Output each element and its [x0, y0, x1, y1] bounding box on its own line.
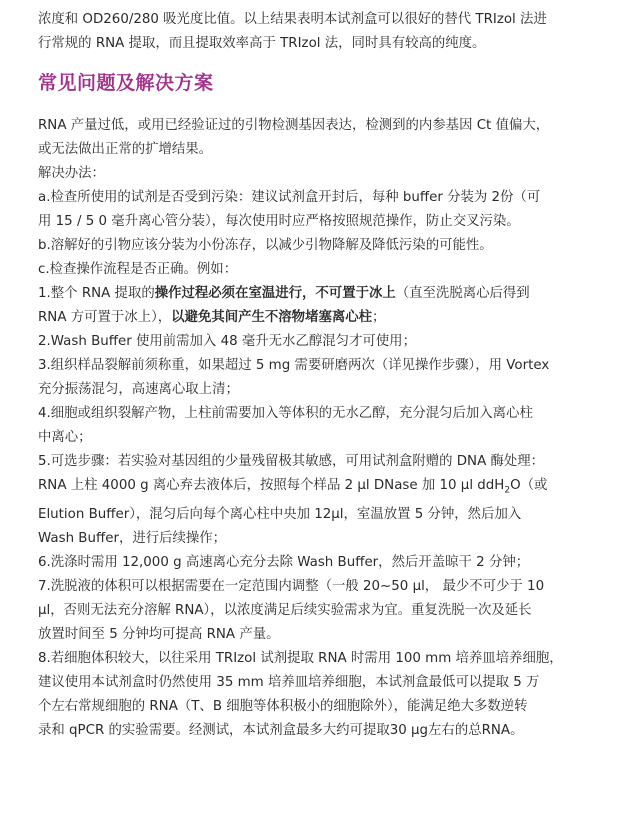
step-4: 4.细胞或组织裂解产物，上柱前需要加入等体积的无水乙醇，充分混匀后加入离心柱: [38, 406, 533, 421]
step-5-cont: Wash Buffer，进行后续操作；: [38, 530, 227, 546]
step-5-text: O（或: [510, 478, 548, 493]
solutions-label: 解决办法：: [38, 166, 105, 181]
intro-line: 行常规的 RNA 提取，而且提取效率高于 TRIzol 法，同时具有较高的纯度。: [38, 36, 486, 51]
section-heading: 常见问题及解决方案: [38, 72, 214, 94]
step-7-cont: 放置时间至 5 分钟均可提高 RNA 产量。: [38, 626, 280, 642]
step-2: 2.Wash Buffer 使用前需加入 48 毫升无水乙醇混匀才可使用；: [38, 334, 416, 349]
step-1-cont: [38, 306, 610, 330]
step-8-cont: 录和 qPCR 的实验需要。经测试，本试剂盒最多大约可提取30 µg左右的总RNA。: [38, 722, 524, 738]
problem-line: 或无法做出正常的扩增结果。: [38, 142, 213, 157]
solution-a-line: 用 15 / 5 0 毫升离心管分装），每次使用时应严格按照规范操作，防止交叉污染。: [38, 214, 520, 229]
solution-b-line: b.溶解好的引物应该分装为小份冻存，以减少引物降解及降低污染的可能性。: [38, 238, 493, 253]
subscript: 2: [504, 485, 511, 496]
step-8: 8.若细胞体积较大，以往采用 TRIzol 试剂提取 RNA 时需用 100 mm 培养皿培养细胞，: [38, 650, 563, 666]
step-5-text: RNA 上柱 4000 g 离心弃去液体后，按照每个样品 2 µl DNase 加 10 µl ddH: [38, 478, 505, 493]
step-1-text: ；: [372, 310, 386, 325]
step-1: [38, 282, 610, 306]
step-7: 7.洗脱液的体积可以根据需要在一定范围内调整（一般 20~50 µl， 最少不可少于 10: [38, 578, 545, 594]
problem-line: RNA 产量过低，或用已经验证过的引物检测基因表达，检测到的内参基因 Ct 值偏大，: [38, 118, 550, 133]
step-8-cont: 个左右常规细胞的 RNA（T、B 细胞等体积极小的细胞除外），能满足绝大多数逆转: [38, 698, 528, 714]
step-5: 5.可选步骤：若实验对基因组的少量残留极其敏感，可用试剂盒附赠的 DNA 酶处理：: [38, 454, 545, 469]
intro-line: 浓度和 OD260/280 吸光度比值。以上结果表明本试剂盒可以很好的替代 TRIzol 法进: [38, 12, 547, 27]
solution-a-line: a.检查所使用的试剂是否受到污染：建议试剂盒开封后，每种 buffer 分装为 2份（可: [38, 190, 541, 205]
step-5-cont: Elution Buffer），混匀后向每个离心柱中央加 12µl，室温放置 5 分钟，然后加入: [38, 506, 522, 522]
step-3-cont: 充分振荡混匀，高速离心取上清；: [38, 382, 239, 397]
step-6: 6.洗涤时需用 12,000 g 高速离心充分去除 Wash Buffer，然后开盖晾干 2 分钟；: [38, 554, 530, 570]
document-page: [38, 8, 610, 743]
step-8-cont: 建议使用本试剂盒时仍然使用 35 mm 培养皿培养细胞，本试剂盒最低可以提取 5 万: [38, 674, 540, 690]
step-1-text: RNA 方可置于冰上），: [38, 310, 172, 325]
step-1-bold: 操作过程必须在室温进行，不可置于冰上: [154, 286, 396, 301]
problem-paragraph: [38, 114, 610, 162]
step-7-cont: µl，否则无法充分溶解 RNA），以浓度满足后续实验需求为宜。重复洗脱一次及延长: [38, 602, 532, 618]
step-4-cont: 中离心；: [38, 430, 92, 445]
step-3: 3.组织样品裂解前须称重，如果超过 5 mg 需要研磨两次（详见操作步骤），用 Vortex: [38, 358, 550, 373]
solutions-block: [38, 162, 610, 282]
intro-paragraph: [38, 8, 610, 56]
step-5-cont: [38, 474, 610, 503]
step-1-text: 1.整个 RNA 提取的: [38, 286, 155, 301]
solution-c-line: c.检查操作流程是否正确。例如：: [38, 262, 238, 277]
step-1-bold: 以避免其间产生不溶物堵塞离心柱: [171, 310, 373, 325]
step-1-text: （直至洗脱离心后得到: [395, 286, 530, 301]
steps-list: [38, 282, 610, 743]
